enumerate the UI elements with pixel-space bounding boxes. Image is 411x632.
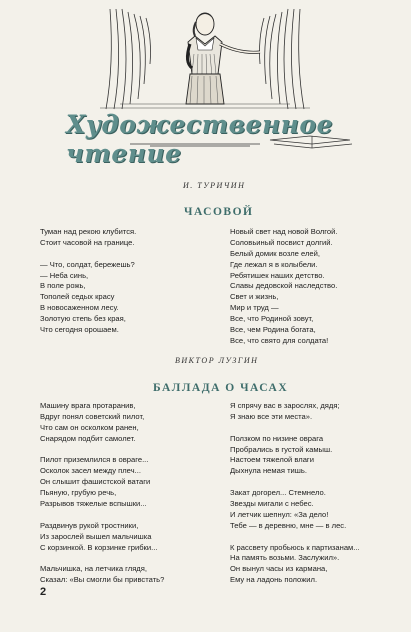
poem-line: Что сам он осколком ранен, bbox=[40, 422, 139, 432]
poem-line: Звезды мигали с небес. bbox=[230, 499, 314, 509]
stanza-break bbox=[230, 477, 360, 488]
reciter-illustration bbox=[100, 4, 310, 114]
poem-line: Тополей седых красу bbox=[40, 292, 115, 302]
stanza-break bbox=[230, 423, 360, 434]
poem-line: Ребятишек наших детство. bbox=[230, 270, 325, 280]
poem-line: Из зарослей вышел мальчишка bbox=[40, 531, 152, 541]
page-number: 2 bbox=[40, 586, 47, 598]
poem-line: Я знаю все эти места». bbox=[230, 411, 313, 421]
poem-line: Сказал: «Вы смогли бы привстать? bbox=[40, 575, 165, 585]
poem-line: На память возьми. Заслужил». bbox=[230, 553, 340, 563]
poem-line: Снарядом подбит самолет. bbox=[40, 433, 136, 443]
poem-line: Стоит часовой на границе. bbox=[40, 237, 135, 247]
poem-line: И летчик шепнул: «За дело! bbox=[230, 509, 329, 519]
poem-line: Разрывов тяжелые вспышки... bbox=[40, 499, 147, 509]
poem-line: Пьяную, грубую речь, bbox=[40, 488, 117, 498]
poem-line: Что сегодня орошаем. bbox=[40, 325, 119, 335]
poem-line: Все, что свято для солдата! bbox=[230, 335, 329, 345]
poem-line: Новый свет над новой Волгой. bbox=[230, 227, 338, 236]
stanza-break bbox=[40, 510, 164, 521]
poem2-left-column bbox=[40, 401, 164, 586]
poem1-left-column bbox=[40, 227, 136, 336]
poem-line: — Неба синь, bbox=[40, 270, 89, 280]
poem-line: В новосаженном лесу. bbox=[40, 303, 119, 313]
section-title: Художественное чтение bbox=[66, 110, 333, 168]
poem-line: Все, что Родиной зовут, bbox=[230, 314, 314, 324]
poem-line: К рассвету пробьюсь к партизанам... bbox=[230, 542, 360, 552]
poem-line: Все, чем Родина богата, bbox=[230, 325, 316, 335]
poem-line: Он вынул часы из кармана, bbox=[230, 564, 328, 574]
poem-line: Мальчишка, на летчика глядя, bbox=[40, 564, 147, 574]
poem-line: Он слышит фашистской ватаги bbox=[40, 477, 151, 487]
poem-line: С корзинкой. В корзинке грибки... bbox=[40, 542, 158, 552]
poem-line: Осколок засел между плеч... bbox=[40, 466, 141, 476]
poem2-right-column bbox=[230, 401, 360, 586]
poem-line: Машину врага протаранив, bbox=[40, 401, 136, 410]
poem-line: Соловьиный посвист долгий. bbox=[230, 237, 333, 247]
poem-line: Ему на ладонь положил. bbox=[230, 575, 318, 585]
poem-line: Белый домик возле елей, bbox=[230, 248, 320, 258]
poem2-title: БАЛЛАДА О ЧАСАХ bbox=[153, 382, 289, 394]
poem2-author: ВИКТОР ЛУЗГИН bbox=[175, 356, 259, 365]
poem-line: Золотую степь без края, bbox=[40, 314, 126, 324]
poem-line: — Что, солдат, бережешь? bbox=[40, 259, 135, 269]
poem-line: Тебе — в деревню, мне — в лес. bbox=[230, 520, 347, 530]
poem1-title: ЧАСОВОЙ bbox=[184, 206, 254, 218]
poem-line: В поле рожь, bbox=[40, 281, 86, 291]
poem-line: Дыхнула немая тишь. bbox=[230, 466, 307, 476]
stanza-break bbox=[230, 532, 360, 543]
poem-line: Закат догорел... Стемнело. bbox=[230, 488, 326, 498]
poem-line: Свет и жизнь, bbox=[230, 292, 279, 302]
poem-line: Настоем тяжелой влаги bbox=[230, 455, 314, 465]
stanza-break bbox=[40, 553, 164, 564]
poem1-right-column bbox=[230, 227, 337, 347]
poem-line: Пилот приземлился в овраге... bbox=[40, 455, 149, 465]
stanza-break bbox=[40, 249, 136, 260]
stanza-break bbox=[40, 445, 164, 456]
poem-line: Пробрались в густой камыш. bbox=[230, 444, 333, 454]
poem-line: Раздвинув рукой тростники, bbox=[40, 520, 139, 530]
poem1-author: И. ТУРИЧИН bbox=[183, 181, 246, 190]
poem-line: Я спрячу вас в зарослях, дядя; bbox=[230, 401, 340, 410]
poem-line: Туман над рекою клубится. bbox=[40, 227, 137, 236]
poem-line: Славы дедовской наследство. bbox=[230, 281, 338, 291]
poem-line: Мир и труд — bbox=[230, 303, 279, 313]
poem-line: Где лежал я в колыбели. bbox=[230, 259, 318, 269]
poem-line: Ползком по низине оврага bbox=[230, 433, 324, 443]
poem-line: Вдруг понял советский пилот, bbox=[40, 411, 145, 421]
